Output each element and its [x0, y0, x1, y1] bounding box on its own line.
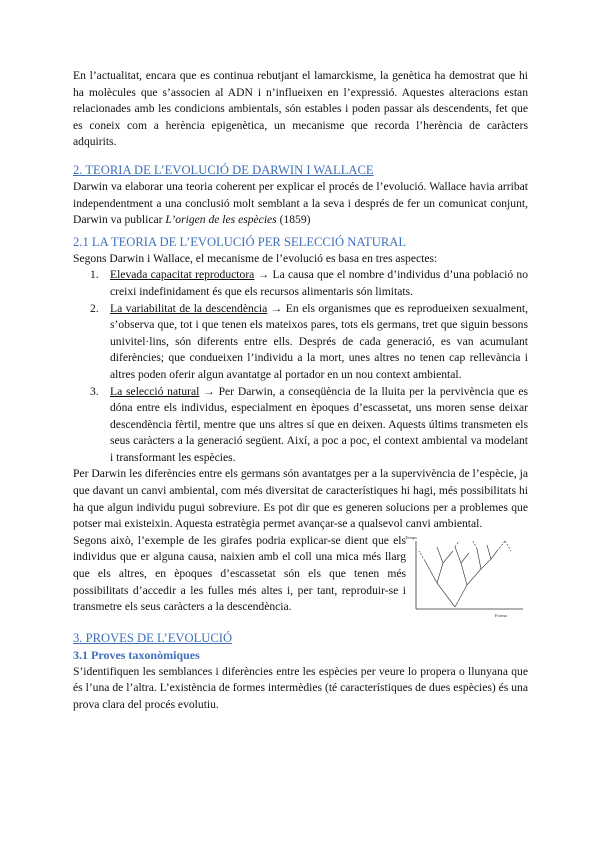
darwin-differences-paragraph: Per Darwin les diferències entre els germans són avantatges per a la supervivència de l’espècie, ja que davant un canvi ambiental, com més diversitat de característiques hi hagi, més possibilitats hi ha que algun individu pugui sobreviure. Es pot dir que es generen solucions per a problemes que potser mai existeixin. Aquesta estratègia permet avançar-se a qualsevol canvi ambiental. — [73, 467, 528, 531]
section-3-heading: 3. PROVES DE L’EVOLUCIÓ — [73, 630, 233, 645]
list-item — [73, 301, 528, 384]
list-item-text: → La causa que el nombre d’individus d’una població no creixi indefinidament és que els recursos alimentaris són limitats. — [110, 268, 528, 298]
section-2-text-before: Darwin va elaborar una teoria coherent per explicar el procés de l’evolució. Wallace havia arribat independentment a una conclusió molt semblant a la seva i després de fer un comunicat conjunt, Darwin va publicar — [73, 179, 528, 227]
section-2-1-lead: Segons Darwin i Wallace, el mecanisme de l’evolució es basa en tres aspectes: — [73, 251, 438, 265]
list-item — [73, 384, 528, 467]
section-3-1-paragraph: S’identifiquen les semblances i diferències entre les espècies per veure lo propera o llunyana que és l’una de l’altra. L’existència de formes intermèdies (té característiques de dues espècies) és una prova clara del procés evolutiu. — [73, 664, 528, 711]
list-item-number: 1. — [90, 268, 99, 282]
intro-paragraph: En l’actualitat, encara que es continua rebutjant el lamarckisme, la genètica ha demostrat que hi ha molècules que s’associen al ADN i n’influeixen en l’expressió. Aquestes alteracions estan relacionades amb les condicions ambientals, són estables i poden passar als descendents, fet que es coneix com a herència epigenètica, un mecanisme que recorda l’herència de caràcters adquirits. — [73, 69, 528, 149]
list-item-term: La variabilitat de la descendència — [110, 301, 268, 315]
section-2-heading: 2. TEORIA DE L’EVOLUCIÓ DE DARWIN I WALLACE — [73, 162, 374, 177]
list-item-number: 2. — [90, 301, 99, 315]
section-2-text-after: (1859) — [276, 213, 311, 227]
evolution-tree-figure — [403, 533, 528, 621]
list-item-number: 3. — [90, 384, 99, 398]
giraffe-paragraph: Segons això, l’exemple de les girafes podria explicar-se dient que els individus que er alguna causa, naixien amb el coll una mica més llarg que els altres, en èpoques d’escassetat són els que tenen més possibilitats d’accedir a les fulles més altes i, per tant, reproduir-se i transmetre els seus caràcters a la descendència. — [73, 533, 406, 614]
list-item-text: → Per Darwin, a conseqüència de la lluita per la pervivència que es dóna entre els individus, especialment en èpoques d’escassetat, uns moren sense deixar descendència fèrtil, mentre que uns altres sí que en deixen. Aquests últims transmeten els seus caràcters a la generació següent. Així, a poc a poc, el context ambiental va modelant i transformant les espècies. — [110, 384, 528, 464]
aspects-list — [73, 267, 528, 466]
list-item — [73, 267, 528, 300]
list-item-text: → En els organismes que es reprodueixen sexualment, s’observa que, tot i que tenen els mateixos pares, tots els germans, tret que siguin bessons univitel·lins, són diferents entre ells. Després de cada generació, es van acumulant diferències; que condueixen l’individu a la mort, unes altres no tenen cap rellevància i altres poden oferir algun avantatge al portador en un nou context ambiental. — [110, 301, 528, 381]
book-title: L’origen de les espècies — [165, 213, 277, 227]
section-2-1-heading: 2.1 LA TEORIA DE L’EVOLUCIÓ PER SELECCIÓ NATURAL — [73, 234, 407, 249]
list-item-term: La selecció natural — [110, 384, 200, 398]
section-2-paragraph — [73, 179, 528, 229]
figure-x-label: Forma — [495, 612, 507, 618]
giraffe-block — [73, 533, 528, 616]
tree-branches — [425, 545, 497, 607]
section-3-1-heading: 3.1 Proves taxonòmiques — [73, 647, 200, 662]
document-page — [73, 68, 528, 714]
figure-y-label: Temps — [405, 534, 417, 540]
list-item-term: Elevada capacitat reproductora — [110, 268, 255, 282]
